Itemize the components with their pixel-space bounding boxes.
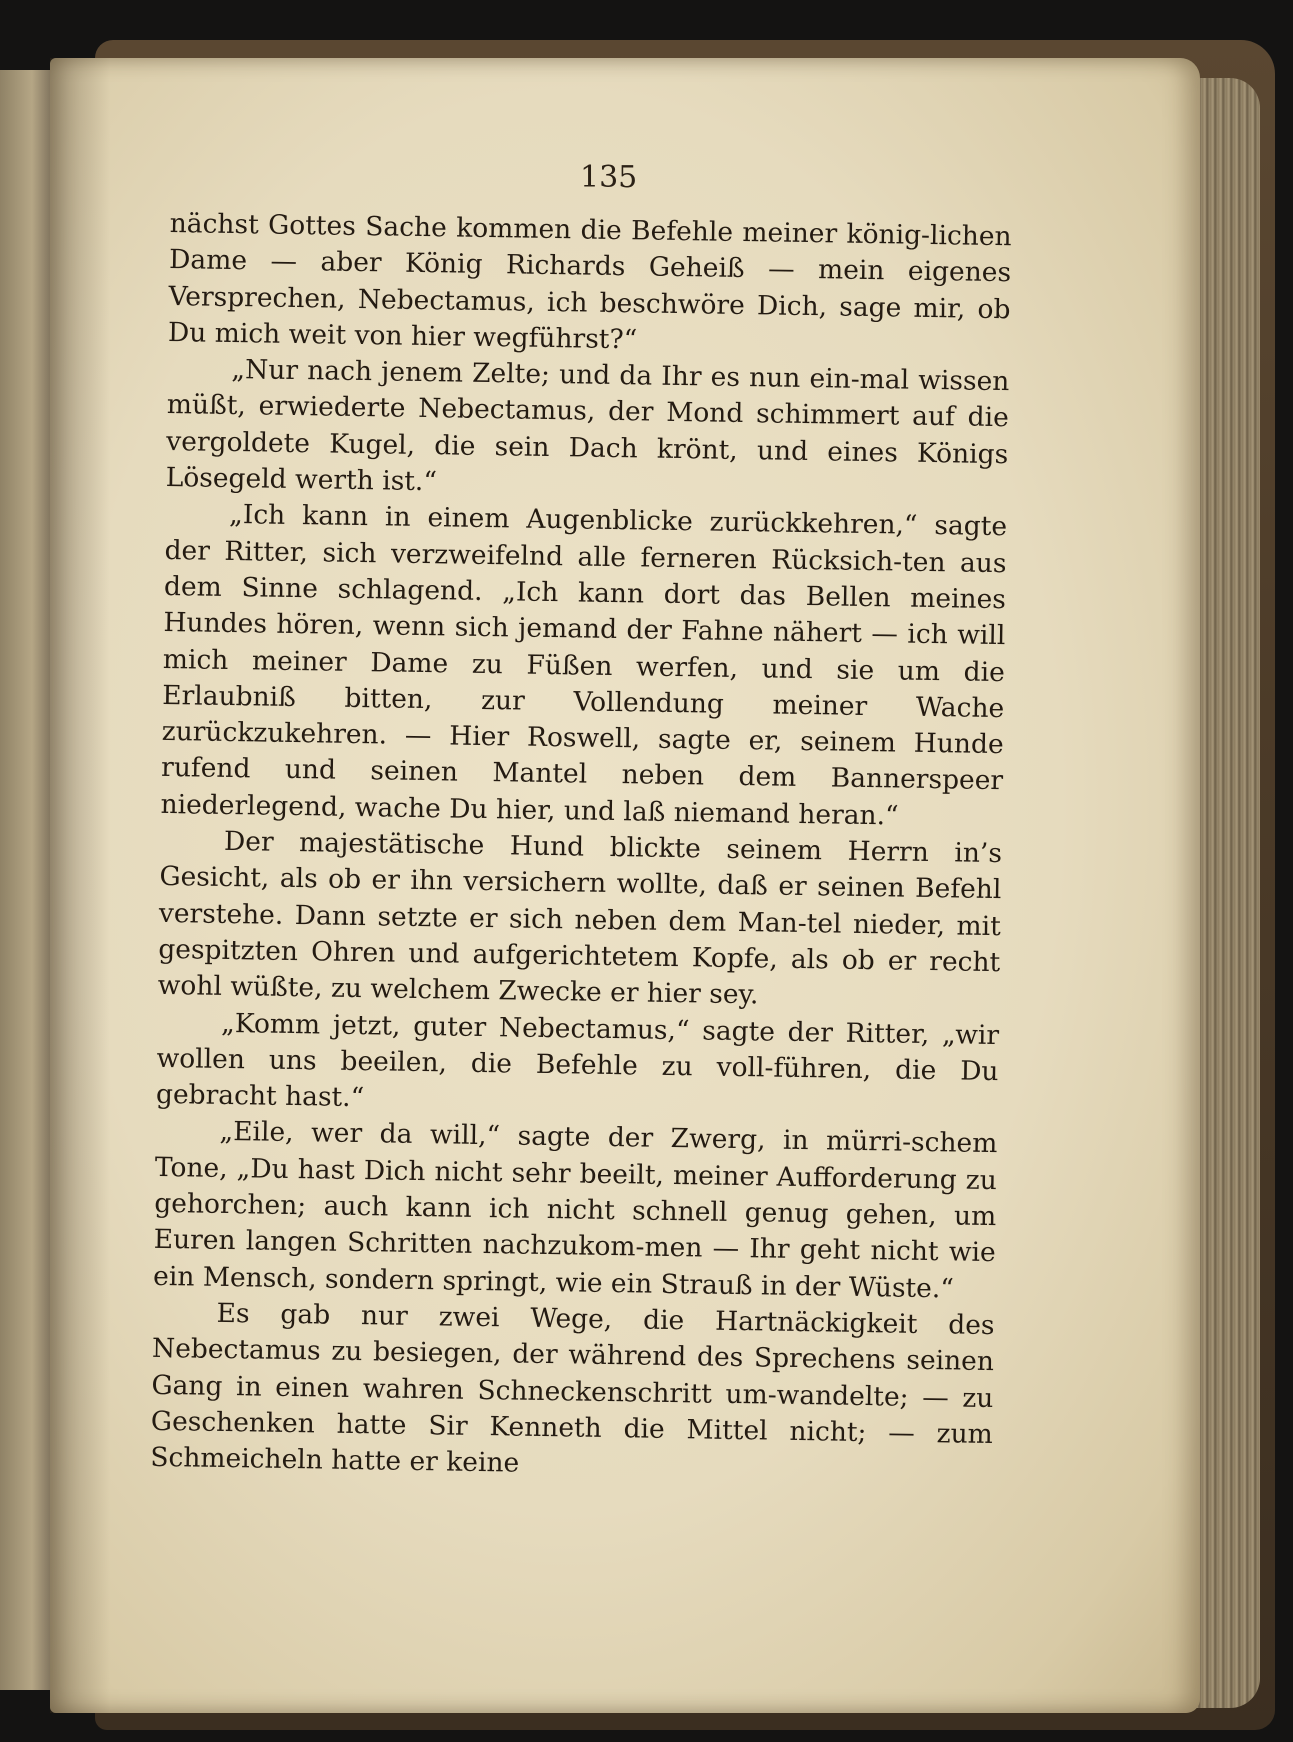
page-text [148,206,1012,1599]
paragraph: „Nur nach jenem Zelte; und da Ihr es nun ein-mal wissen müßt, erwiederte Nebectamus, der Mond schimmert auf die vergoldete Kugel, die sein Dach krönt, und eines Königs Lösegeld werth ist.“ [165,354,1010,498]
paragraph: nächst Gottes Sache kommen die Befehle meiner könig-lichen Dame — aber König Richards Geheiß — mein eigenes Versprechen, Nebectamus, ich beschwöre Dich, sage mir, ob Du mich weit von hier wegführst?“ [167,207,1012,356]
paragraph: Es gab nur zwei Wege, die Hartnäckigkeit des Nebectamus zu besiegen, der während des Sprechens seinen Gang in einen wahren Schneckenschritt um-wandelte; — zu Geschenken hatte Sir Kenneth die Mittel nicht; — zum Schmeicheln hatte er keine [150,1297,995,1479]
paragraph: „Komm jetzt, guter Nebectamus,“ sagte der Ritter, „wir wollen uns beeilen, die Befehle zu voll-führen, die Du gebracht hast.“ [155,1007,1000,1114]
paragraph: Der majestätische Hund blickte seinem Herrn in’s Gesicht, als ob er ihn versichern wollte, daß er seinen Befehl verstehe. Dann setzte er sich neben dem Man-tel nieder, mit gespitzten Ohren und aufgerichtetem Kopfe, als ob er recht wohl wüßte, zu welchem Zwecke er hier sey. [157,825,1003,1011]
page-number: 135 [580,160,638,195]
paragraph: „Ich kann in einem Augenblicke zurückkehren,“ sagte der Ritter, sich verzweifelnd alle ferneren Rücksich-ten aus dem Sinne schlagend. „Ich kann dort das Bellen meines Hundes hören, wenn sich jemand der Fahne nähert — ich will mich meiner Dame zu Füßen werfen, und sie um die Erlaubniß bitten, zur Vollendung meiner Wache zurückzukehren. — Hier Roswell, sagte er, seinem Hunde rufend und seinen Mantel neben dem Bannerspeer niederlegend, wache Du hier, und laß niemand heran.“ [160,499,1008,832]
paragraph: „Eile, wer da will,“ sagte der Zwerg, in mürri-schem Tone, „Du hast Dich nicht sehr beeilt, meiner Aufforderung zu gehorchen; auch kann ich nicht schnell genug gehen, um Euren langen Schritten nachzukom-men — Ihr geht nicht wie ein Mensch, sondern springt, wie ein Strauß in der Wüste.“ [152,1116,998,1305]
